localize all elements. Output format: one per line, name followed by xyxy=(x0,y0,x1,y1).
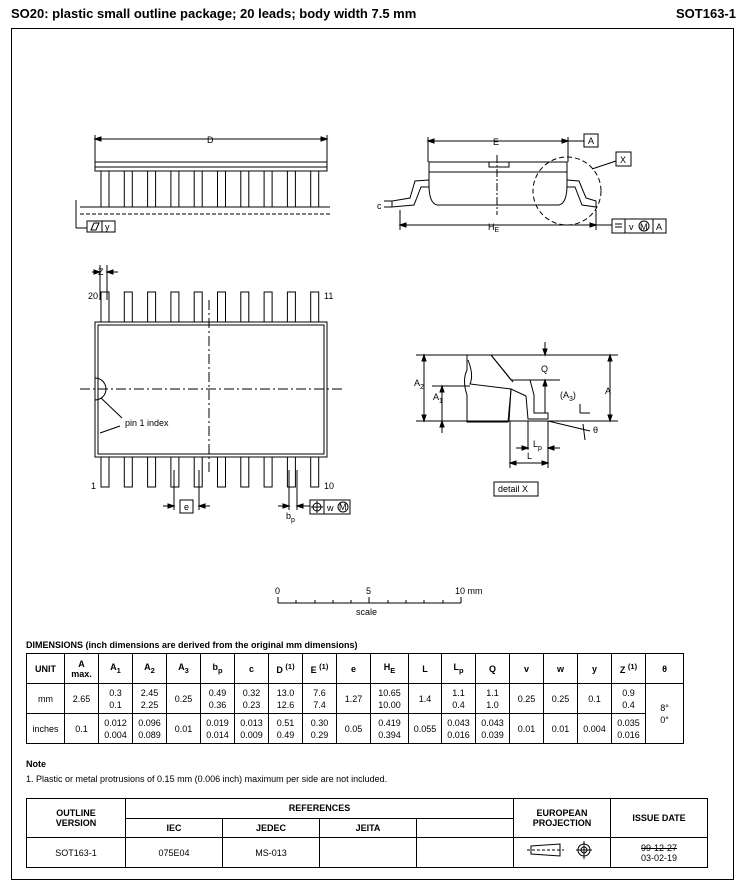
side-lead xyxy=(124,171,132,207)
he-label: $H_E$ xyxy=(488,222,500,234)
issue-date-old: 99-12-27 xyxy=(640,842,678,853)
bottom-lead xyxy=(264,457,272,487)
col-q: Q xyxy=(476,654,510,684)
value-cell: 0.51 0.49 xyxy=(269,714,303,744)
a-height-label: A xyxy=(605,386,612,396)
value-cell: 1.1 1.0 xyxy=(476,684,510,714)
jedec-cell: MS-013 xyxy=(223,838,320,868)
scale-bar xyxy=(275,586,483,617)
l-label: L xyxy=(527,451,533,461)
v-label: v xyxy=(629,222,634,232)
top-lead xyxy=(264,292,272,322)
top-lead xyxy=(194,292,202,322)
value-cell: 0.05 xyxy=(337,714,371,744)
scale-tick-0: 0 xyxy=(275,586,281,596)
issue-date-new: 03-02-19 xyxy=(640,852,678,863)
value-cell: 2.45 2.25 xyxy=(133,684,167,714)
col-e-width: E $^{(1)}$ xyxy=(303,654,337,684)
bottom-lead xyxy=(311,457,319,487)
outline-version-header: OUTLINE VERSION xyxy=(27,799,126,838)
a2-label: $A_2$ xyxy=(414,378,424,391)
pin-1-label: 1 xyxy=(91,481,97,491)
scale-tick-5: 5 xyxy=(366,586,372,596)
value-cell: 0.3 0.1 xyxy=(99,684,133,714)
top-lead xyxy=(148,292,156,322)
value-cell: 0.1 xyxy=(578,684,612,714)
value-cell: 10.65 10.00 xyxy=(371,684,409,714)
value-cell: 0.043 0.016 xyxy=(442,714,476,744)
iec-header: IEC xyxy=(126,818,223,838)
z-label: Z xyxy=(98,267,104,277)
col-a: A max. xyxy=(65,654,99,684)
dimensions-table xyxy=(26,653,684,744)
top-lead xyxy=(171,292,179,322)
bottom-lead xyxy=(124,457,132,487)
col-c: c xyxy=(235,654,269,684)
datum-a-box-label: A xyxy=(588,136,595,146)
col-z: Z $^{(1)}$ xyxy=(612,654,646,684)
theta-label: θ xyxy=(593,425,599,435)
value-cell: 0.9 0.4 xyxy=(612,684,646,714)
iec-cell: 075E04 xyxy=(126,838,223,868)
version-cell: SOT163-1 xyxy=(27,838,126,868)
pin-20-label: 20 xyxy=(88,291,99,301)
value-cell: 0.055 xyxy=(409,714,442,744)
value-cell: 7.6 7.4 xyxy=(303,684,337,714)
top-lead xyxy=(241,292,249,322)
top-lead xyxy=(287,292,295,322)
projection-cell xyxy=(514,838,611,868)
a1-label: $A_1$ xyxy=(433,392,443,405)
bp-label: $b_p$ xyxy=(286,511,295,524)
references-header: REFERENCES xyxy=(126,799,514,819)
page-title: SO20: plastic small outline package; 20 leads; body width 7.5 mm xyxy=(11,6,417,21)
value-cell: 2.65 xyxy=(65,684,99,714)
value-cell: 0.01 xyxy=(167,714,201,744)
value-cell: 1.27 xyxy=(337,684,371,714)
a-ref-label: A xyxy=(656,222,663,232)
y-label: y xyxy=(105,222,110,232)
value-cell: 0.49 0.36 xyxy=(201,684,235,714)
col-y: y xyxy=(578,654,612,684)
dimensions-row xyxy=(27,714,684,744)
col-a2: $A_2$ xyxy=(133,654,167,684)
pin-11-label: 11 xyxy=(324,291,334,301)
top-view xyxy=(80,265,350,524)
theta-cell: 8° 0° xyxy=(646,684,684,744)
col-d: D $^{(1)}$ xyxy=(269,654,303,684)
col-unit: UNIT xyxy=(27,654,65,684)
d-label: D xyxy=(207,135,214,145)
value-cell: 0.30 0.29 xyxy=(303,714,337,744)
pin-10-label: 10 xyxy=(324,481,335,491)
unit-cell: inches xyxy=(27,714,65,744)
side-lead xyxy=(311,171,319,207)
col-a3: $A_3$ xyxy=(167,654,201,684)
jeita-cell xyxy=(320,838,417,868)
note-text: 1. Plastic or metal protrusions of 0.15 mm (0.006 inch) maximum per side are not included. xyxy=(26,774,388,784)
end-view xyxy=(377,134,666,234)
unit-cell: mm xyxy=(27,684,65,714)
col-bp: $b_p$ xyxy=(201,654,235,684)
dimensions-row xyxy=(27,684,684,714)
side-lead xyxy=(148,171,156,207)
bottom-lead xyxy=(218,457,226,487)
issue-date-header: ISSUE DATE xyxy=(611,799,708,838)
bottom-lead xyxy=(148,457,156,487)
a3-label: $(A_3)$ xyxy=(560,390,576,403)
col-lp: $L_p$ xyxy=(442,654,476,684)
side-lead xyxy=(218,171,226,207)
col-theta: θ xyxy=(646,654,684,684)
side-lead xyxy=(241,171,249,207)
dimensions-title: DIMENSIONS (inch dimensions are derived from the original mm dimensions) xyxy=(26,640,358,650)
m-label: M xyxy=(640,222,648,232)
side-view xyxy=(76,135,330,232)
note-title: Note xyxy=(26,759,46,769)
top-lead xyxy=(124,292,132,322)
scale-tick-10: 10 mm xyxy=(455,586,483,596)
side-lead xyxy=(101,171,109,207)
value-cell: 0.096 0.089 xyxy=(133,714,167,744)
references-table xyxy=(26,798,708,868)
e-label: E xyxy=(493,137,500,147)
european-projection-header: EUROPEAN PROJECTION xyxy=(514,799,611,838)
side-lead xyxy=(287,171,295,207)
value-cell: 0.019 0.014 xyxy=(201,714,235,744)
value-cell: 13.0 12.6 xyxy=(269,684,303,714)
detail-x-caption: detail X xyxy=(498,484,529,494)
q-label: Q xyxy=(541,364,549,374)
issue-date-cell xyxy=(611,838,708,868)
col-w: w xyxy=(544,654,578,684)
top-lead xyxy=(218,292,226,322)
bottom-lead xyxy=(194,457,202,487)
pin-1-index-label: pin 1 index xyxy=(125,418,169,428)
value-cell: 1.4 xyxy=(409,684,442,714)
jeita-header: JEITA xyxy=(320,818,417,838)
e-pitch-label: e xyxy=(184,502,190,512)
value-cell: 0.01 xyxy=(510,714,544,744)
side-lead xyxy=(171,171,179,207)
col-he: $H_E$ xyxy=(371,654,409,684)
top-lead xyxy=(311,292,319,322)
detail-x-box-label: X xyxy=(620,155,627,165)
scale-label: scale xyxy=(356,607,378,617)
bottom-lead xyxy=(241,457,249,487)
value-cell: 0.32 0.23 xyxy=(235,684,269,714)
col-l: L xyxy=(409,654,442,684)
top-lead xyxy=(101,292,109,322)
w-label: w xyxy=(327,503,334,513)
value-cell: 0.01 xyxy=(544,714,578,744)
value-cell: 0.25 xyxy=(544,684,578,714)
value-cell: 0.1 xyxy=(65,714,99,744)
lp-label: $L_p$ xyxy=(533,439,542,452)
value-cell: 0.004 xyxy=(578,714,612,744)
m2-label: M xyxy=(339,502,347,512)
value-cell: 0.012 0.004 xyxy=(99,714,133,744)
value-cell: 0.25 xyxy=(510,684,544,714)
value-cell: 0.25 xyxy=(167,684,201,714)
value-cell: 1.1 0.4 xyxy=(442,684,476,714)
bottom-lead xyxy=(171,457,179,487)
col-e-pitch: e xyxy=(337,654,371,684)
value-cell: 0.035 0.016 xyxy=(612,714,646,744)
col-v: v xyxy=(510,654,544,684)
package-code: SOT163-1 xyxy=(676,6,736,21)
side-lead xyxy=(264,171,272,207)
col-a1: $A_1$ xyxy=(99,654,133,684)
side-lead xyxy=(194,171,202,207)
value-cell: 0.013 0.009 xyxy=(235,714,269,744)
bottom-lead xyxy=(101,457,109,487)
value-cell: 0.419 0.394 xyxy=(371,714,409,744)
value-cell: 0.043 0.039 xyxy=(476,714,510,744)
jedec-header: JEDEC xyxy=(223,818,320,838)
detail-x-view xyxy=(414,342,618,496)
c-label: c xyxy=(377,201,382,211)
